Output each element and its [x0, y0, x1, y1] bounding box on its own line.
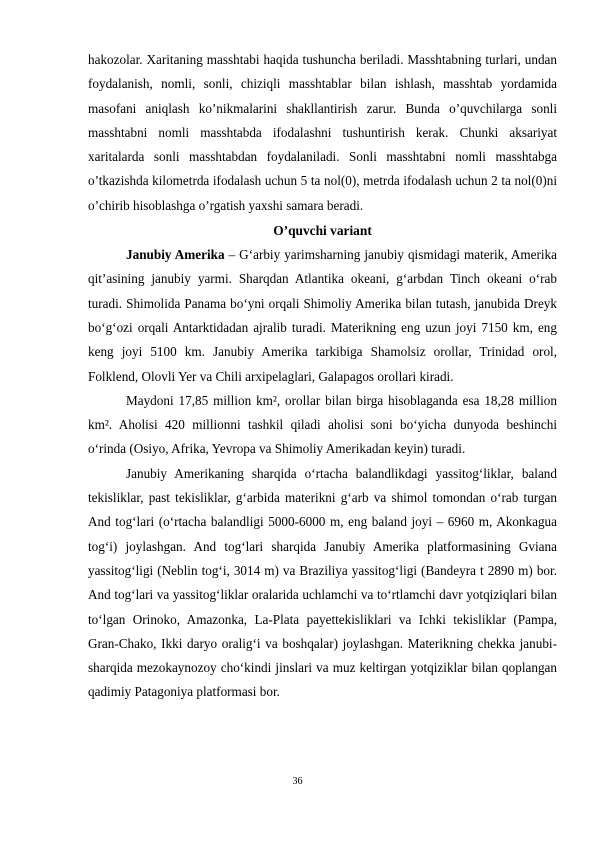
paragraph-janubiy-amerika-text: – Gʻarbiy yarimsharning janubiy qismidagi materik, Amerika qitʼasining janubiy yarmi. Sharqdan Atlantika okeani, gʻarbdan Tinch okeani oʻrab turadi. Shimolida Panama boʻyni orqali Shimoliy Amerika bilan tutash, janubida Dreyk boʻgʻozi orqali Antarktidadan ajralib turadi. Materikning eng uzun joyi 7150 km, eng keng joyi 5100 km. Janubiy Amerika tarkibiga Shamolsiz orollar, Trinidad orol, Folklend, Olovli Yer va Chili arxipelaglari, Galapagos orollari kiradi. [88, 247, 557, 384]
section-heading: O’quvchi variant [273, 223, 372, 239]
paragraph-masshtab: hakozolar. Xaritaning masshtabi haqida tushuncha beriladi. Masshtabning turlari, undan foydalanish, nomli, sonli, chiziqli masshtablar bilan ishlash, masshtab yordamida masofani aniqlash ko’nikmalarini shakllantirish zarur. Bunda o’quvchilarga sonli masshtabni nomli masshtabda ifodalashni tushuntirish kerak. Chunki aksariyat xaritalarda sonli masshtabdan foydalaniladi. Sonli masshtabni nomli masshtabga o’tkazishda kilometrda ifodalash uchun 5 ta nol(0), metrda ifodalash uchun 2 ta nol(0)ni o’chirib hisoblashga o’rgatish yaxshi samara beradi. [88, 52, 557, 213]
term-janubiy-amerika: Janubiy Amerika [126, 247, 225, 263]
paragraph-relyef: Janubiy Amerikaning sharqida oʻrtacha balandlikdagi yassitogʻliklar, baland tekisliklar, past tekisliklar, gʻarbida materikni gʻarb va shimol tomondan oʻrab turgan And togʻlari (oʻrtacha balandligi 5000-6000 m, eng baland joyi – 6960 m, Akonkagua togʻi) joylashgan. And togʻlari sharqida Janubiy Amerika platformasining Gviana yassitogʻligi (Neblin togʻi, 3014 m) va Braziliya yassitogʻligi (Bandeyra t 2890 m) bor. And togʻlari va yassitogʻliklar oralarida uchlamchi va toʻrtlamchi davr yotqiziqlari bilan toʻlgan Orinoko, Amazonka, La-Plata payettekisliklari va Ichki tekisliklar (Pampa, Gran-Chako, Ikki daryo oraligʻi va boshqalar) joylashgan. Materikning chekka janubi-sharqida mezokaynozoy choʻkindi jinslari va muz keltirgan yotqiziklar bilan qoplangan qadimiy Patagoniya platformasi bor. [88, 465, 557, 700]
paragraph-maydoni: Maydoni 17,85 million km², orollar bilan birga hisoblaganda esa 18,28 million km². Aholisi 420 millionni tashkil qiladi aholisi soni boʻyicha dunyoda beshinchi oʻrinda (Osiyo, Afrika, Yevropa va Shimoliy Amerikadan keyin) turadi. [88, 392, 557, 457]
page-body [88, 48, 557, 705]
page-number: 36 [292, 776, 303, 787]
paragraph-janubiy-amerika [88, 243, 557, 389]
